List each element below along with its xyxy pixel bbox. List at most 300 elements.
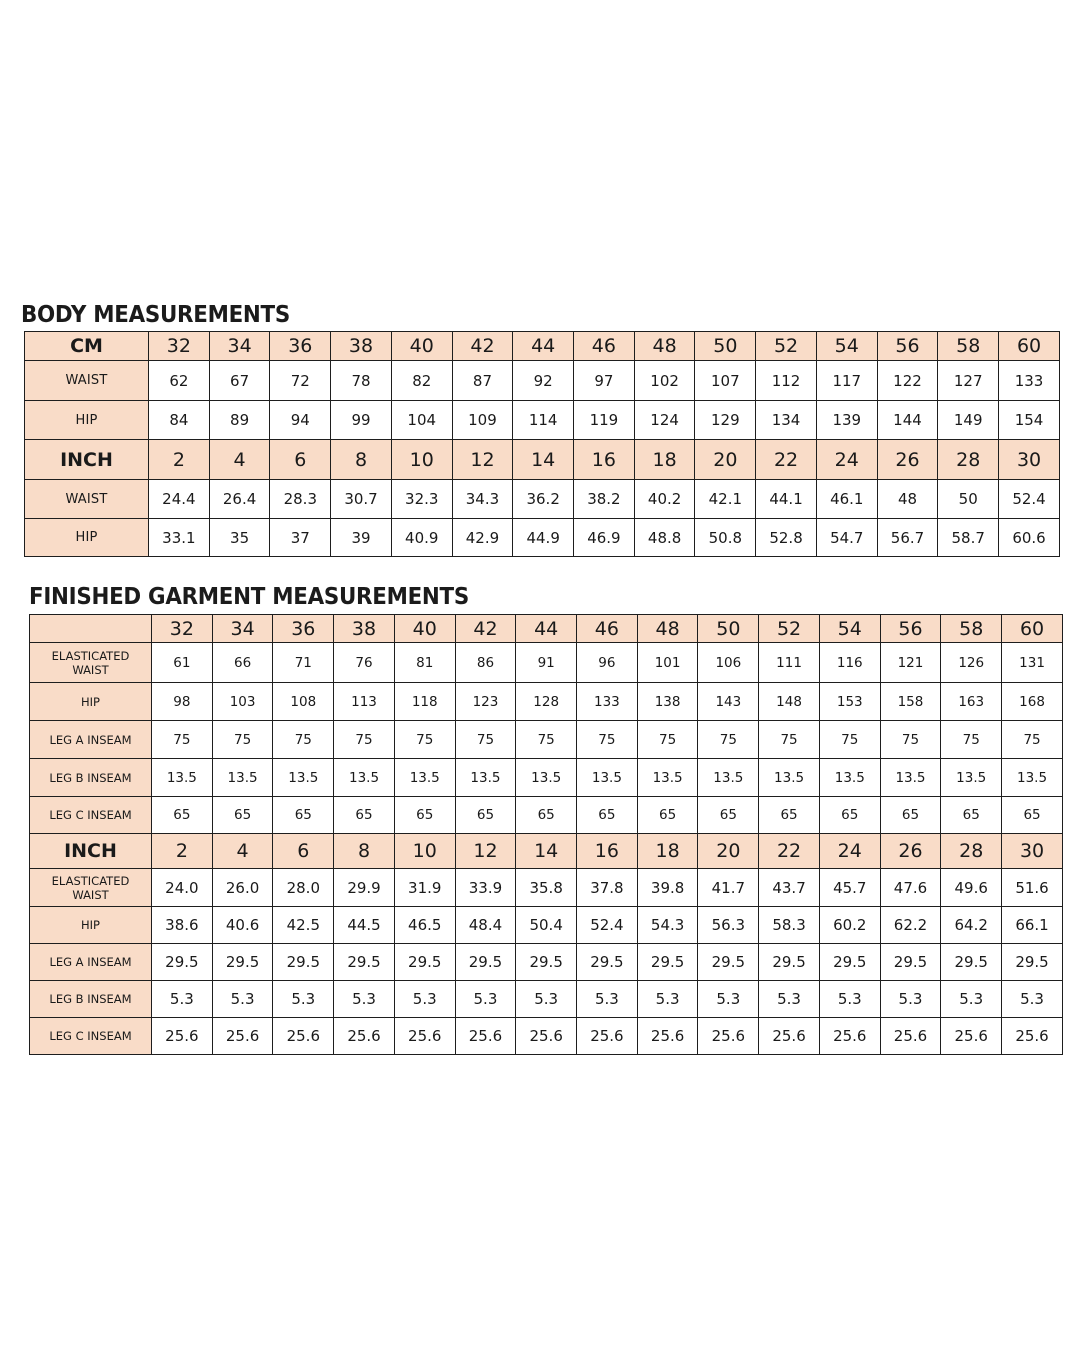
value-cell: 133	[999, 361, 1060, 401]
value-cell: 13.5	[941, 759, 1002, 797]
row-label	[30, 869, 152, 907]
value-cell: 48	[877, 480, 938, 519]
value-cell: 123	[455, 683, 516, 721]
value-cell: 50.8	[695, 519, 756, 557]
value-cell: 75	[394, 721, 455, 759]
value-cell: 71	[273, 643, 334, 683]
row-label: WAIST	[25, 361, 149, 401]
value-cell: 107	[695, 361, 756, 401]
finished-garment-measurements-title: FINISHED GARMENT MEASUREMENTS	[29, 584, 469, 610]
value-cell: 113	[334, 683, 395, 721]
value-cell: 96	[577, 643, 638, 683]
value-cell: 13.5	[273, 759, 334, 797]
value-cell: 13.5	[1002, 759, 1063, 797]
row-label	[30, 944, 152, 981]
inch-size-header: 24	[816, 440, 877, 480]
value-cell: 62	[149, 361, 210, 401]
table-row	[30, 643, 1063, 683]
value-cell: 116	[819, 643, 880, 683]
row-label	[30, 981, 152, 1018]
value-cell: 25.6	[516, 1018, 577, 1055]
value-cell: 25.6	[759, 1018, 820, 1055]
value-cell: 33.9	[455, 869, 516, 907]
value-cell: 75	[152, 721, 213, 759]
value-cell: 60.2	[819, 907, 880, 944]
value-cell: 13.5	[212, 759, 273, 797]
value-cell: 13.5	[880, 759, 941, 797]
value-cell: 75	[759, 721, 820, 759]
value-cell: 75	[273, 721, 334, 759]
value-cell: 49.6	[941, 869, 1002, 907]
value-cell: 46.5	[394, 907, 455, 944]
value-cell: 65	[516, 797, 577, 834]
value-cell: 126	[941, 643, 1002, 683]
value-cell: 44.5	[334, 907, 395, 944]
cm-size-header: 56	[877, 332, 938, 361]
value-cell: 40.9	[391, 519, 452, 557]
value-cell: 154	[999, 401, 1060, 440]
value-cell: 5.3	[212, 981, 273, 1018]
value-cell: 112	[756, 361, 817, 401]
row-label	[30, 797, 152, 834]
cm-size-header: 46	[577, 615, 638, 643]
value-cell: 65	[880, 797, 941, 834]
inch-size-header: 30	[1002, 834, 1063, 869]
cm-size-header: 50	[695, 332, 756, 361]
row-label-line: WAIST	[72, 887, 109, 902]
value-cell: 31.9	[394, 869, 455, 907]
value-cell: 34.3	[452, 480, 513, 519]
value-cell: 143	[698, 683, 759, 721]
value-cell: 121	[880, 643, 941, 683]
value-cell: 25.6	[212, 1018, 273, 1055]
table-row	[30, 721, 1063, 759]
value-cell: 44.1	[756, 480, 817, 519]
value-cell: 35	[209, 519, 270, 557]
value-cell: 102	[634, 361, 695, 401]
value-cell: 29.5	[334, 944, 395, 981]
value-cell: 66.1	[1002, 907, 1063, 944]
value-cell: 158	[880, 683, 941, 721]
value-cell: 97	[574, 361, 635, 401]
value-cell: 29.5	[637, 944, 698, 981]
row-label	[30, 643, 152, 683]
value-cell: 81	[394, 643, 455, 683]
inch-size-header: 12	[455, 834, 516, 869]
value-cell: 101	[637, 643, 698, 683]
value-cell: 35.8	[516, 869, 577, 907]
inch-size-header: 10	[394, 834, 455, 869]
value-cell: 29.5	[455, 944, 516, 981]
value-cell: 45.7	[819, 869, 880, 907]
cm-size-header: 52	[756, 332, 817, 361]
value-cell: 50.4	[516, 907, 577, 944]
value-cell: 13.5	[152, 759, 213, 797]
cm-size-header: 40	[391, 332, 452, 361]
value-cell: 25.6	[334, 1018, 395, 1055]
cm-size-header: 58	[941, 615, 1002, 643]
inch-size-header: 18	[637, 834, 698, 869]
value-cell: 104	[391, 401, 452, 440]
value-cell: 56.7	[877, 519, 938, 557]
value-cell: 29.5	[273, 944, 334, 981]
row-label-line: LEG C INSEAM	[49, 808, 132, 822]
value-cell: 5.3	[394, 981, 455, 1018]
value-cell: 139	[816, 401, 877, 440]
inch-size-header: 20	[698, 834, 759, 869]
value-cell: 72	[270, 361, 331, 401]
value-cell: 106	[698, 643, 759, 683]
value-cell: 25.6	[637, 1018, 698, 1055]
value-cell: 28.0	[273, 869, 334, 907]
value-cell: 24.4	[149, 480, 210, 519]
value-cell: 29.5	[698, 944, 759, 981]
table-row	[30, 759, 1063, 797]
inch-size-header: 2	[149, 440, 210, 480]
row-label	[30, 1018, 152, 1055]
row-label-line: LEG B INSEAM	[49, 992, 132, 1006]
value-cell: 138	[637, 683, 698, 721]
table-row	[30, 1018, 1063, 1055]
inch-size-header: 8	[334, 834, 395, 869]
value-cell: 29.5	[394, 944, 455, 981]
value-cell: 129	[695, 401, 756, 440]
inch-size-header: 2	[152, 834, 213, 869]
inch-size-header: 4	[209, 440, 270, 480]
inch-size-header: 22	[756, 440, 817, 480]
value-cell: 61	[152, 643, 213, 683]
inch-size-header: 26	[877, 440, 938, 480]
value-cell: 36.2	[513, 480, 574, 519]
value-cell: 119	[574, 401, 635, 440]
inch-size-header: 28	[938, 440, 999, 480]
value-cell: 65	[455, 797, 516, 834]
row-label: HIP	[25, 519, 149, 557]
value-cell: 82	[391, 361, 452, 401]
value-cell: 153	[819, 683, 880, 721]
row-label-line: LEG A INSEAM	[49, 732, 132, 747]
table-row	[30, 944, 1063, 981]
row-label-line: LEG C INSEAM	[49, 1029, 132, 1043]
value-cell: 86	[455, 643, 516, 683]
value-cell: 127	[938, 361, 999, 401]
value-cell: 25.6	[698, 1018, 759, 1055]
value-cell: 5.3	[637, 981, 698, 1018]
value-cell: 144	[877, 401, 938, 440]
value-cell: 163	[941, 683, 1002, 721]
cm-size-header: 40	[394, 615, 455, 643]
value-cell: 128	[516, 683, 577, 721]
value-cell: 134	[756, 401, 817, 440]
row-label	[30, 721, 152, 759]
cm-size-header: 32	[149, 332, 210, 361]
value-cell: 5.3	[698, 981, 759, 1018]
value-cell: 114	[513, 401, 574, 440]
value-cell: 75	[698, 721, 759, 759]
value-cell: 65	[273, 797, 334, 834]
value-cell: 76	[334, 643, 395, 683]
table-row	[30, 981, 1063, 1018]
value-cell: 122	[877, 361, 938, 401]
value-cell: 24.0	[152, 869, 213, 907]
inch-unit-label: INCH	[25, 440, 149, 480]
value-cell: 38.6	[152, 907, 213, 944]
table-row	[30, 869, 1063, 907]
value-cell: 5.3	[1002, 981, 1063, 1018]
value-cell: 13.5	[637, 759, 698, 797]
body-measurements-title: BODY MEASUREMENTS	[21, 302, 290, 328]
value-cell: 56.3	[698, 907, 759, 944]
cm-size-header: 50	[698, 615, 759, 643]
value-cell: 5.3	[577, 981, 638, 1018]
cm-size-header-row	[25, 332, 1060, 361]
value-cell: 37.8	[577, 869, 638, 907]
cm-size-header: 42	[455, 615, 516, 643]
cm-size-header: 46	[574, 332, 635, 361]
value-cell: 13.5	[577, 759, 638, 797]
cm-unit-label	[30, 615, 152, 643]
value-cell: 13.5	[394, 759, 455, 797]
value-cell: 46.1	[816, 480, 877, 519]
row-label-line: LEG A INSEAM	[49, 955, 132, 969]
inch-size-header: 30	[999, 440, 1060, 480]
value-cell: 65	[941, 797, 1002, 834]
value-cell: 54.7	[816, 519, 877, 557]
row-label	[30, 683, 152, 721]
value-cell: 25.6	[880, 1018, 941, 1055]
cm-size-header: 44	[516, 615, 577, 643]
value-cell: 38.2	[574, 480, 635, 519]
value-cell: 124	[634, 401, 695, 440]
value-cell: 65	[334, 797, 395, 834]
table-row	[25, 519, 1060, 557]
value-cell: 13.5	[698, 759, 759, 797]
value-cell: 52.8	[756, 519, 817, 557]
value-cell: 103	[212, 683, 273, 721]
value-cell: 5.3	[941, 981, 1002, 1018]
value-cell: 66	[212, 643, 273, 683]
value-cell: 42.9	[452, 519, 513, 557]
cm-size-header: 44	[513, 332, 574, 361]
row-label-line: LEG B INSEAM	[49, 770, 132, 785]
table-row	[30, 797, 1063, 834]
value-cell: 65	[212, 797, 273, 834]
value-cell: 33.1	[149, 519, 210, 557]
cm-size-header: 54	[819, 615, 880, 643]
value-cell: 30.7	[331, 480, 392, 519]
cm-size-header: 38	[334, 615, 395, 643]
value-cell: 92	[513, 361, 574, 401]
value-cell: 25.6	[273, 1018, 334, 1055]
value-cell: 5.3	[455, 981, 516, 1018]
inch-size-header: 6	[273, 834, 334, 869]
value-cell: 29.5	[212, 944, 273, 981]
value-cell: 65	[152, 797, 213, 834]
value-cell: 25.6	[941, 1018, 1002, 1055]
value-cell: 42.1	[695, 480, 756, 519]
value-cell: 29.5	[577, 944, 638, 981]
value-cell: 41.7	[698, 869, 759, 907]
value-cell: 109	[452, 401, 513, 440]
cm-size-header: 60	[1002, 615, 1063, 643]
value-cell: 52.4	[577, 907, 638, 944]
value-cell: 32.3	[391, 480, 452, 519]
value-cell: 75	[880, 721, 941, 759]
value-cell: 91	[516, 643, 577, 683]
value-cell: 75	[212, 721, 273, 759]
row-label-line: HIP	[81, 918, 100, 932]
table-row	[30, 907, 1063, 944]
value-cell: 39	[331, 519, 392, 557]
cm-size-header: 42	[452, 332, 513, 361]
table-row	[30, 683, 1063, 721]
value-cell: 29.5	[152, 944, 213, 981]
inch-size-header: 4	[212, 834, 273, 869]
row-label	[30, 759, 152, 797]
value-cell: 5.3	[819, 981, 880, 1018]
value-cell: 26.0	[212, 869, 273, 907]
value-cell: 25.6	[455, 1018, 516, 1055]
inch-size-header: 6	[270, 440, 331, 480]
inch-size-header: 12	[452, 440, 513, 480]
value-cell: 131	[1002, 643, 1063, 683]
inch-size-header: 24	[819, 834, 880, 869]
inch-size-header: 22	[759, 834, 820, 869]
cm-size-header: 54	[816, 332, 877, 361]
value-cell: 65	[698, 797, 759, 834]
value-cell: 5.3	[152, 981, 213, 1018]
cm-size-header: 32	[152, 615, 213, 643]
cm-size-header-row	[30, 615, 1063, 643]
value-cell: 25.6	[1002, 1018, 1063, 1055]
value-cell: 75	[577, 721, 638, 759]
value-cell: 58.7	[938, 519, 999, 557]
value-cell: 148	[759, 683, 820, 721]
value-cell: 13.5	[334, 759, 395, 797]
value-cell: 75	[455, 721, 516, 759]
cm-size-header: 38	[331, 332, 392, 361]
inch-size-header: 16	[574, 440, 635, 480]
value-cell: 89	[209, 401, 270, 440]
inch-size-header-row	[25, 440, 1060, 480]
cm-size-header: 36	[273, 615, 334, 643]
inch-size-header: 26	[880, 834, 941, 869]
table-row	[25, 480, 1060, 519]
value-cell: 25.6	[152, 1018, 213, 1055]
value-cell: 94	[270, 401, 331, 440]
value-cell: 25.6	[394, 1018, 455, 1055]
row-label-line: ELASTICATED	[51, 648, 130, 663]
inch-size-header-row	[30, 834, 1063, 869]
value-cell: 65	[759, 797, 820, 834]
value-cell: 111	[759, 643, 820, 683]
value-cell: 43.7	[759, 869, 820, 907]
value-cell: 62.2	[880, 907, 941, 944]
value-cell: 99	[331, 401, 392, 440]
value-cell: 67	[209, 361, 270, 401]
value-cell: 13.5	[516, 759, 577, 797]
inch-size-header: 8	[331, 440, 392, 480]
inch-size-header: 14	[516, 834, 577, 869]
row-label: HIP	[25, 401, 149, 440]
row-label: WAIST	[25, 480, 149, 519]
value-cell: 75	[819, 721, 880, 759]
value-cell: 75	[1002, 721, 1063, 759]
body-measurements-table	[24, 331, 1060, 557]
cm-size-header: 56	[880, 615, 941, 643]
inch-size-header: 20	[695, 440, 756, 480]
value-cell: 65	[819, 797, 880, 834]
value-cell: 37	[270, 519, 331, 557]
cm-unit-label: CM	[25, 332, 149, 361]
value-cell: 29.5	[880, 944, 941, 981]
table-row	[25, 361, 1060, 401]
value-cell: 29.5	[941, 944, 1002, 981]
row-label-line: HIP	[81, 694, 100, 709]
value-cell: 39.8	[637, 869, 698, 907]
table-row	[25, 401, 1060, 440]
cm-size-header: 34	[209, 332, 270, 361]
value-cell: 26.4	[209, 480, 270, 519]
value-cell: 5.3	[516, 981, 577, 1018]
value-cell: 40.2	[634, 480, 695, 519]
cm-size-header: 52	[759, 615, 820, 643]
inch-size-header: 18	[634, 440, 695, 480]
value-cell: 47.6	[880, 869, 941, 907]
value-cell: 29.9	[334, 869, 395, 907]
value-cell: 78	[331, 361, 392, 401]
value-cell: 60.6	[999, 519, 1060, 557]
value-cell: 87	[452, 361, 513, 401]
value-cell: 13.5	[819, 759, 880, 797]
value-cell: 84	[149, 401, 210, 440]
value-cell: 5.3	[334, 981, 395, 1018]
value-cell: 5.3	[273, 981, 334, 1018]
finished-garment-measurements-table	[29, 614, 1063, 1055]
value-cell: 65	[637, 797, 698, 834]
value-cell: 133	[577, 683, 638, 721]
value-cell: 40.6	[212, 907, 273, 944]
value-cell: 29.5	[819, 944, 880, 981]
value-cell: 65	[1002, 797, 1063, 834]
value-cell: 75	[516, 721, 577, 759]
value-cell: 149	[938, 401, 999, 440]
value-cell: 44.9	[513, 519, 574, 557]
value-cell: 168	[1002, 683, 1063, 721]
cm-size-header: 48	[637, 615, 698, 643]
value-cell: 5.3	[759, 981, 820, 1018]
value-cell: 51.6	[1002, 869, 1063, 907]
value-cell: 117	[816, 361, 877, 401]
value-cell: 118	[394, 683, 455, 721]
inch-size-header: 28	[941, 834, 1002, 869]
value-cell: 13.5	[455, 759, 516, 797]
inch-size-header: 10	[391, 440, 452, 480]
value-cell: 65	[577, 797, 638, 834]
value-cell: 75	[941, 721, 1002, 759]
value-cell: 98	[152, 683, 213, 721]
value-cell: 46.9	[574, 519, 635, 557]
value-cell: 58.3	[759, 907, 820, 944]
value-cell: 5.3	[880, 981, 941, 1018]
value-cell: 25.6	[577, 1018, 638, 1055]
value-cell: 54.3	[637, 907, 698, 944]
value-cell: 25.6	[819, 1018, 880, 1055]
value-cell: 48.8	[634, 519, 695, 557]
cm-size-header: 60	[999, 332, 1060, 361]
value-cell: 52.4	[999, 480, 1060, 519]
inch-size-header: 16	[577, 834, 638, 869]
